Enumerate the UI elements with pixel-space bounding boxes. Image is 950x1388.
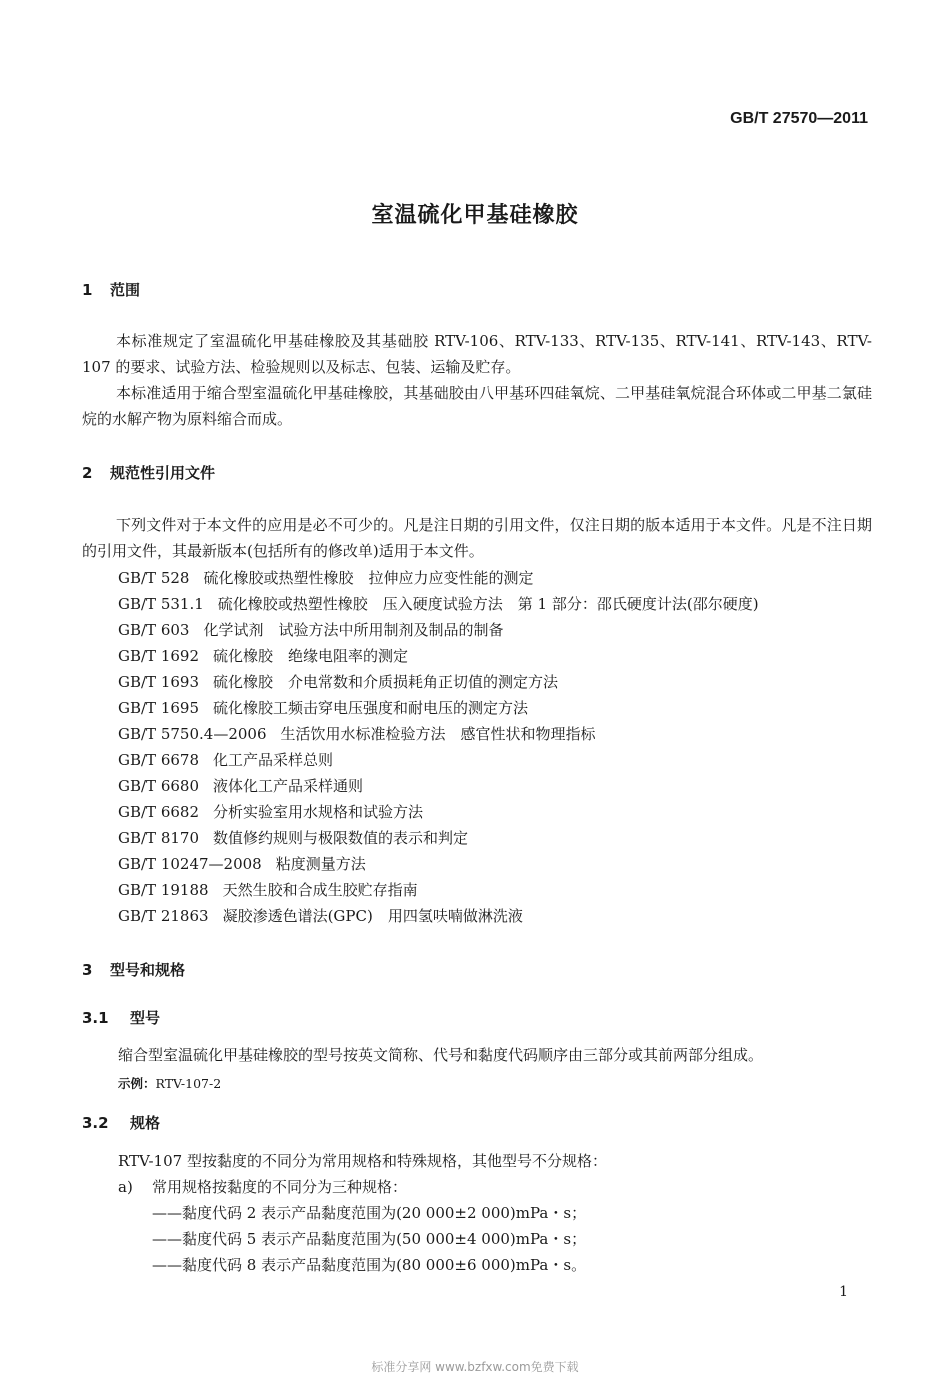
dash-item: ——黏度代码 8 表示产品黏度范围为(80 000±6 000)mPa・s。: [152, 1256, 587, 1274]
reference-title: 化工产品采样总则: [213, 751, 334, 769]
section-number: 2: [82, 464, 93, 482]
section-number: 3.1: [82, 1009, 109, 1027]
reference-item: [118, 567, 533, 588]
reference-item: [118, 775, 363, 796]
list-item-a: [118, 1174, 407, 1200]
reference-item: [118, 827, 468, 848]
reference-code: GB/T 10247—2008: [118, 855, 262, 873]
section-3-heading: [82, 959, 185, 980]
reference-item: [118, 723, 596, 744]
reference-code: GB/T 19188: [118, 881, 209, 899]
document-title: 室温硫化甲基硅橡胶: [371, 203, 579, 228]
section-title: 范围: [110, 281, 141, 299]
reference-title: 硫化橡胶 绝缘电阻率的测定: [213, 647, 409, 665]
reference-item: [118, 671, 558, 692]
section-3-1-para: 缩合型室温硫化甲基硅橡胶的型号按英文简称、代号和黏度代码顺序由三部分或其前两部分组成。: [118, 1046, 764, 1064]
reference-title: 粘度测量方法: [275, 855, 366, 873]
reference-title: 天然生胶和合成生胶贮存指南: [222, 881, 418, 899]
reference-item: [118, 645, 408, 666]
reference-code: GB/T 531.1: [118, 595, 204, 613]
reference-item: [118, 619, 503, 640]
reference-item: [118, 879, 418, 900]
reference-code: GB/T 6682: [118, 803, 200, 821]
section-3-2-heading: [82, 1112, 160, 1133]
reference-title: 数值修约规则与极限数值的表示和判定: [213, 829, 469, 847]
section-1-heading: [82, 279, 140, 300]
section-title: 规格: [130, 1114, 161, 1132]
reference-item: [118, 853, 366, 874]
reference-code: GB/T 6678: [118, 751, 200, 769]
reference-title: 硫化橡胶或热塑性橡胶 压入硬度试验方法 第 1 部分：邵氏硬度计法(邵尔硬度): [217, 595, 759, 613]
section-title: 型号: [130, 1009, 161, 1027]
standard-code: GB/T 27570—2011: [730, 110, 868, 127]
list-item-text: 常用规格按黏度的不同分为三种规格：: [152, 1178, 408, 1196]
section-title: 规范性引用文件: [110, 464, 216, 482]
reference-title: 硫化橡胶工频击穿电压强度和耐电压的测定方法: [213, 699, 529, 717]
reference-code: GB/T 1693: [118, 673, 200, 691]
section-2-heading: [82, 462, 215, 483]
reference-title: 化学试剂 试验方法中所用制剂及制品的制备: [203, 621, 504, 639]
section-number: 1: [82, 281, 93, 299]
reference-item: [118, 593, 759, 614]
section-3-2-para: RTV-107 型按黏度的不同分为常用规格和特殊规格，其他型号不分规格：: [118, 1152, 607, 1170]
page-number: 1: [839, 1284, 848, 1300]
reference-title: 硫化橡胶或热塑性橡胶 拉伸应力应变性能的测定: [203, 569, 534, 587]
reference-title: 凝胶渗透色谱法(GPC) 用四氢呋喃做淋洗液: [222, 907, 523, 925]
reference-code: GB/T 21863: [118, 907, 209, 925]
reference-title: 液体化工产品采样通则: [213, 777, 364, 795]
reference-title: 分析实验室用水规格和试验方法: [213, 803, 424, 821]
reference-title: 硫化橡胶 介电常数和介质损耗角正切值的测定方法: [213, 673, 559, 691]
reference-code: GB/T 6680: [118, 777, 200, 795]
section-number: 3: [82, 961, 93, 979]
watermark-text: 标准分享网 www.bzfxw.com免费下载: [371, 1360, 579, 1374]
section-2-intro: 下列文件对于本文件的应用是必不可少的。凡是注日期的引用文件，仅注日期的版本适用于本文件。凡是不注日期的引用文件，其最新版本(包括所有的修改单)适用于本文件。: [82, 516, 872, 560]
section-title: 型号和规格: [110, 961, 186, 979]
dash-item: ——黏度代码 5 表示产品黏度范围为(50 000±4 000)mPa・s；: [152, 1230, 587, 1248]
example-value: RTV-107-2: [155, 1076, 222, 1091]
example-label: 示例：: [118, 1076, 156, 1091]
reference-code: GB/T 1695: [118, 699, 200, 717]
list-item-label: a): [118, 1178, 133, 1196]
section-1-para-2: 本标准适用于缩合型室温硫化甲基硅橡胶，其基础胶由八甲基环四硅氧烷、二甲基硅氧烷混合环体或二甲基二氯硅烷的水解产物为原料缩合而成。: [82, 384, 872, 428]
reference-code: GB/T 528: [118, 569, 190, 587]
reference-title: 生活饮用水标准检验方法 感官性状和物理指标: [280, 725, 596, 743]
section-3-1-heading: [82, 1007, 160, 1028]
section-1-para-1: 本标准规定了室温硫化甲基硅橡胶及其基础胶 RTV-106、RTV-133、RTV-135、RTV-141、RTV-143、RTV-107 的要求、试验方法、检验规则以及标志、包装、运输及贮存。: [82, 332, 872, 376]
reference-item: [118, 801, 423, 822]
dash-item: ——黏度代码 2 表示产品黏度范围为(20 000±2 000)mPa・s；: [152, 1204, 587, 1222]
reference-item: [118, 697, 528, 718]
reference-code: GB/T 8170: [118, 829, 200, 847]
reference-code: GB/T 1692: [118, 647, 200, 665]
reference-item: [118, 905, 523, 926]
reference-code: GB/T 5750.4—2006: [118, 725, 267, 743]
section-number: 3.2: [82, 1114, 109, 1132]
reference-code: GB/T 603: [118, 621, 190, 639]
example-line: [118, 1074, 221, 1092]
reference-item: [118, 749, 333, 770]
